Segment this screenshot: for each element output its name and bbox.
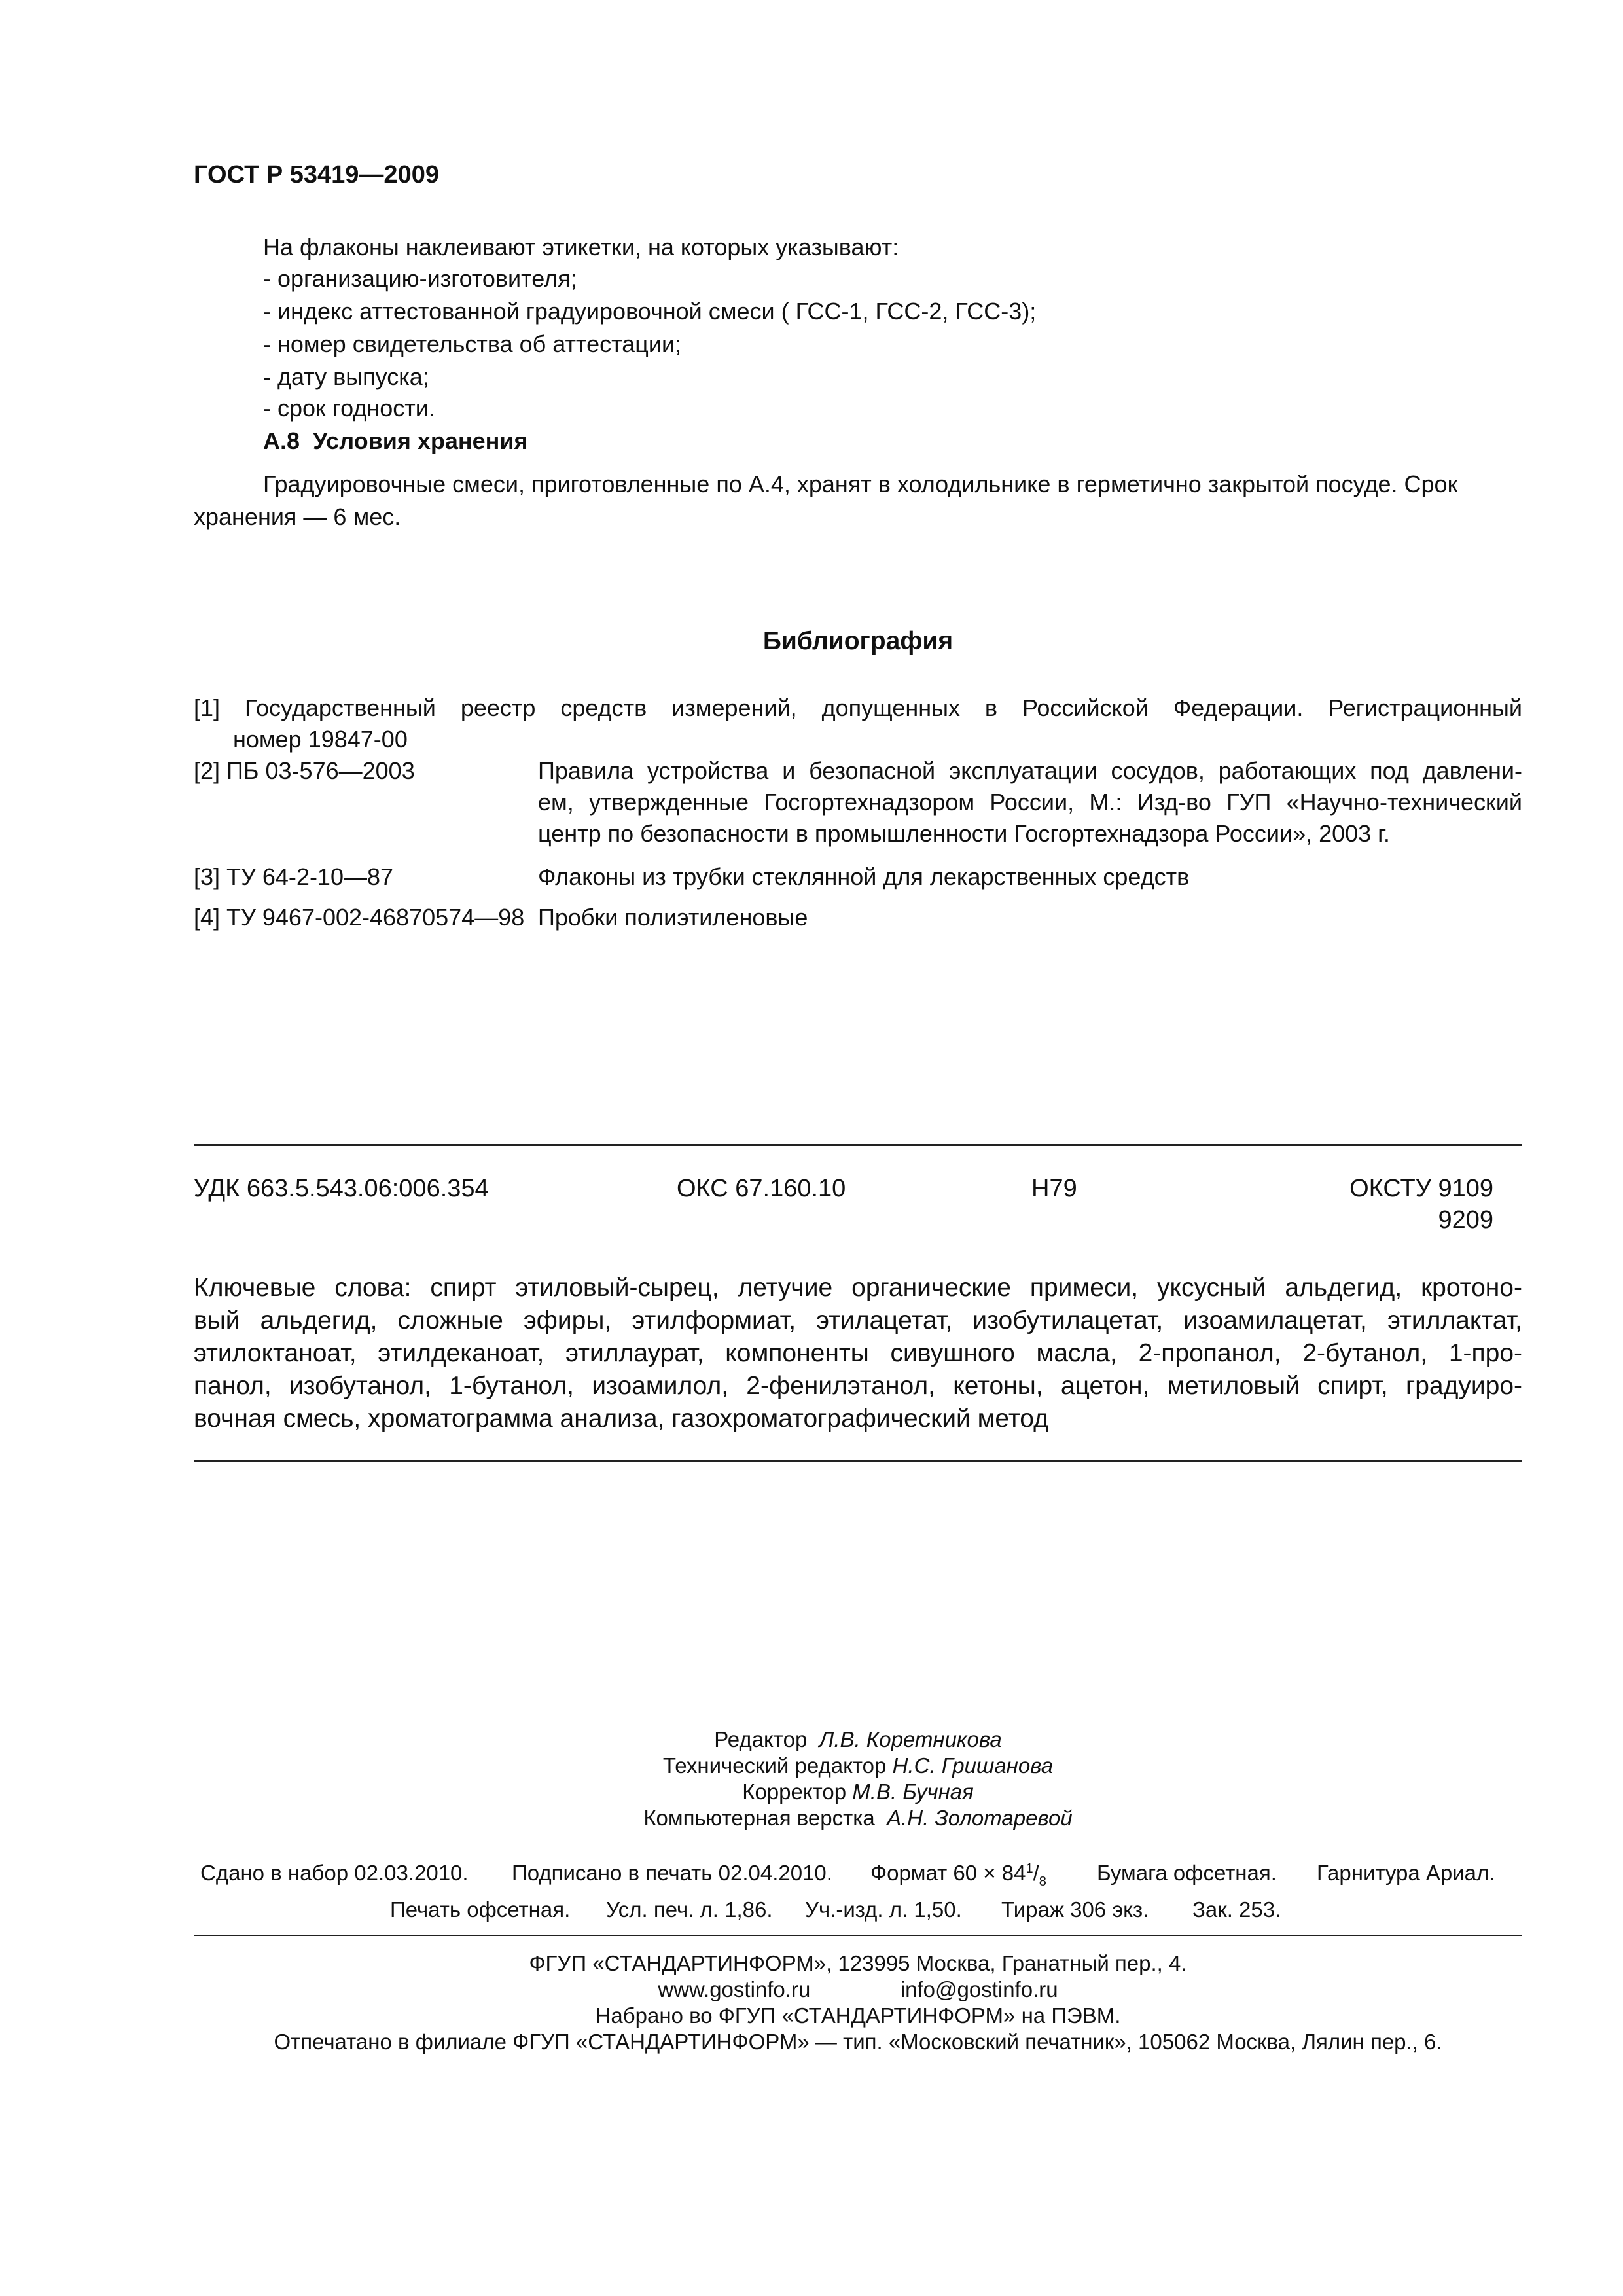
credit-tech-editor: [194, 1751, 1522, 1780]
udk-code: УДК 663.5.543.06:006.354: [194, 1175, 489, 1202]
section-paragraph-line: хранения — 6 мес.: [194, 503, 401, 530]
credit-name: Н.С. Гришанова: [892, 1753, 1054, 1778]
imprint-sdano: Сдано в набор 02.03.2010.: [200, 1861, 469, 1885]
section-heading: [263, 425, 528, 457]
divider: [194, 1144, 1522, 1146]
format-fraction-denominator: 8: [1039, 1874, 1046, 1889]
imprint-format: Формат $60 \times 84^1/_8$: [870, 1861, 1046, 1889]
list-item: - организацию-изготовителя;: [263, 265, 577, 292]
bib-entry-2-line: ем, утвержденные Госгортехнадзором России, М.: Изд-во ГУП «Научно-технический: [538, 789, 1522, 816]
oks-code: ОКС 67.160.10: [677, 1175, 846, 1202]
credit-label: Корректор: [742, 1780, 847, 1804]
okstu-code: ОКСТУ 9109: [1349, 1175, 1493, 1202]
format-times: ×: [983, 1861, 996, 1885]
format-label: Формат 60: [870, 1861, 978, 1885]
credit-name: Л.В. Коретникова: [819, 1727, 1002, 1751]
divider: [194, 1935, 1522, 1936]
keywords-line: Ключевые слова: спирт этиловый-сырец, летучие органические примеси, уксусный альдегид, кротоно-: [194, 1274, 1522, 1302]
keywords-line: этилоктаноат, этилдеканоат, этиллаурат, компоненты сивушного масла, 2-пропанол, 2-бутанол, 1-про-: [194, 1339, 1522, 1367]
list-item: - номер свидетельства об аттестации;: [263, 331, 682, 357]
bib-entry-4-text: Пробки полиэтиленовые: [538, 904, 808, 931]
bib-entry-3-code: [3] ТУ 64-2-10—87: [194, 863, 394, 890]
bib-entry-4-code: [4] ТУ 9467-002-46870574—98: [194, 904, 525, 931]
bib-entry-2-code: [2] ПБ 03-576—2003: [194, 757, 415, 784]
bib-entry-3-text: Флаконы из трубки стеклянной для лекарственных средств: [538, 863, 1190, 890]
publisher-website: www.gostinfo.ru: [658, 1977, 811, 2001]
labels-intro: На флаконы наклеивают этикетки, на которых указывают:: [263, 234, 899, 260]
keywords-line: панол, изобутанол, 1-бутанол, изоамилол, 2-фенилэтанол, кетоны, ацетон, метиловый спирт, градуиро-: [194, 1372, 1522, 1400]
publisher-line: Набрано во ФГУП «СТАНДАРТИНФОРМ» на ПЭВМ.: [595, 2003, 1121, 2028]
imprint-paper: Бумага офсетная.: [1097, 1861, 1277, 1885]
bibliography-title: Библиография: [762, 627, 954, 655]
n-code: Н79: [1031, 1175, 1077, 1202]
credit-label: Технический редактор: [662, 1753, 887, 1778]
imprint-tirazh: Тираж 306 экз.: [1001, 1897, 1149, 1922]
imprint-print: Печать офсетная.: [390, 1897, 571, 1922]
credit-name: М.В. Бучная: [852, 1780, 974, 1804]
credit-name: А.Н. Золотаревой: [887, 1806, 1073, 1830]
list-item: - срок годности.: [263, 395, 435, 422]
bib-entry-1-line: [1] Государственный реестр средств измерений, допущенных в Российской Федерации. Регистрационный: [194, 694, 1522, 721]
section-title: Условия хранения: [313, 427, 528, 454]
publisher-email: info@gostinfo.ru: [900, 1977, 1058, 2001]
publisher-line: ФГУП «СТАНДАРТИНФОРМ», 123995 Москва, Гранатный пер., 4.: [529, 1951, 1187, 1975]
imprint-zak: Зак. 253.: [1192, 1897, 1281, 1922]
publisher-contacts: [194, 1975, 1522, 2004]
bib-entry-2-line: центр по безопасности в промышленности Госгортехнадзора России», 2003 г.: [538, 820, 1390, 847]
okstu-code-2: 9209: [1438, 1206, 1493, 1234]
publisher-line: Отпечатано в филиале ФГУП «СТАНДАРТИНФОРМ» — тип. «Московский печатник», 105062 Москва, Лялин пер., 6.: [274, 2030, 1442, 2054]
list-item: - индекс аттестованной градуировочной смеси ( ГСС-1, ГСС-2, ГСС-3);: [263, 298, 1037, 325]
credit-label: Редактор: [714, 1727, 808, 1751]
imprint-podpisano: Подписано в печать 02.04.2010.: [512, 1861, 832, 1885]
bib-entry-2-line: Правила устройства и безопасной эксплуатации сосудов, работающих под давлени-: [538, 757, 1522, 784]
keywords-line: вочная смесь, хроматограмма анализа, газохроматографический метод: [194, 1405, 1048, 1433]
divider: [194, 1460, 1522, 1462]
keywords-line: вый альдегид, сложные эфиры, этилформиат, этилацетат, изобутилацетат, изоамилацетат, этиллактат,: [194, 1306, 1522, 1335]
list-item: - дату выпуска;: [263, 363, 429, 390]
imprint-uch: Уч.-изд. л. 1,50.: [805, 1897, 962, 1922]
credit-label: Компьютерная верстка: [643, 1806, 875, 1830]
format-fraction-numerator: 1: [1026, 1861, 1033, 1876]
credit-layout: [194, 1804, 1522, 1833]
document-header: ГОСТ Р 53419—2009: [194, 161, 439, 188]
format-value: 84: [1001, 1861, 1026, 1885]
credit-corrector: [194, 1778, 1522, 1806]
credit-editor: [194, 1725, 1522, 1754]
section-number: А.8: [263, 427, 300, 454]
bib-entry-1-line: номер 19847-00: [233, 726, 408, 753]
imprint-usl: Усл. печ. л. 1,86.: [606, 1897, 773, 1922]
imprint-font: Гарнитура Ариал.: [1317, 1861, 1495, 1885]
section-paragraph-line: Градуировочные смеси, приготовленные по А.4, хранят в холодильнике в герметично закрытой посуде. Срок: [263, 471, 1458, 497]
